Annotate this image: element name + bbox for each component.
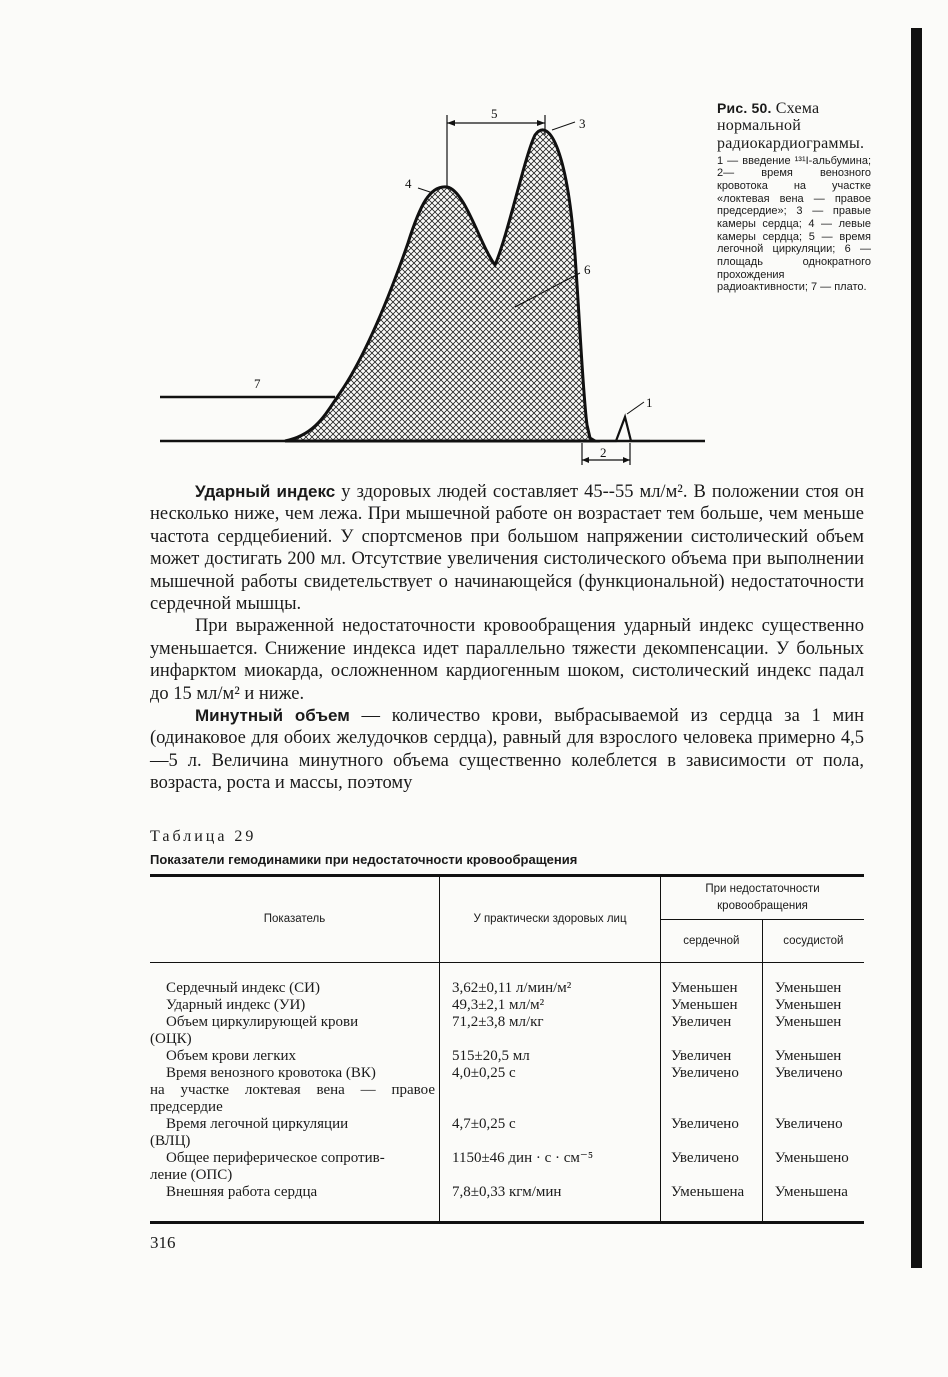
figure-caption	[717, 100, 871, 294]
paragraph-insufficiency	[150, 615, 864, 705]
parameter-line-1: Время венозного кровотока (ВК)	[166, 1065, 376, 1081]
paragraph-minute-volume	[150, 705, 864, 795]
page-edge-bar	[911, 28, 922, 1268]
term-stroke-index: Ударный индекс	[195, 482, 336, 501]
figure-label-3: 3	[579, 116, 586, 131]
injection-peak	[595, 417, 650, 441]
figure-label-5: 5	[491, 106, 498, 121]
cell-parameter	[150, 997, 440, 1014]
cell-healthy: 4,0±0,25 с	[440, 1065, 661, 1116]
cell-healthy: 49,3±2,1 мл/м²	[440, 997, 661, 1014]
table-row	[150, 1014, 864, 1048]
figure-label-1: 1	[646, 395, 653, 410]
cell-parameter	[150, 1184, 440, 1223]
parameter-line-1: Общее периферическое сопротив-	[166, 1150, 385, 1166]
table-row	[150, 1065, 864, 1116]
header-vascular: сосудистой	[762, 920, 864, 963]
cell-vascular: Уменьшено	[774, 1150, 849, 1166]
body-text	[150, 481, 864, 795]
paragraph-text: — количество крови, выбрасываемой из сердца за 1 мин (одинаковое для обоих желудочков сердца), равный для взрослого человека примерно 4,5—5 л. Величина минутного объема существенно колеблется в зависимости от пола, возраста, роста и массы, поэтому	[150, 706, 865, 794]
caption-heading	[717, 100, 871, 152]
cell-cardiac: Уменьшен	[661, 997, 763, 1014]
cell-vascular: Увеличено	[774, 1065, 843, 1081]
parameter-line-1: Сердечный индекс (СИ)	[166, 980, 320, 996]
header-parameter: Показатель	[150, 876, 440, 963]
term-minute-volume: Минутный объем	[195, 706, 350, 726]
caption-title: Схема нормальной радиокардиограммы.	[717, 100, 865, 152]
figure-label-2: 2	[600, 445, 607, 460]
cell-vascular: Уменьшен	[774, 997, 842, 1013]
parameter-line-1: Объем крови легких	[166, 1048, 297, 1064]
parameter-line-2: (ВЛЦ)	[150, 1133, 191, 1149]
table-title: Показатели гемодинамики при недостаточности кровообращения	[150, 852, 578, 867]
cell-vascular: Увеличено	[774, 1116, 843, 1132]
paragraph-stroke-index	[150, 481, 864, 615]
cell-healthy: 3,62±0,11 л/мин/м²	[440, 963, 661, 998]
curve-area	[285, 130, 595, 441]
parameter-line-1: Ударный индекс (УИ)	[166, 997, 306, 1013]
cell-cardiac: Увеличено	[661, 1065, 763, 1116]
cell-cardiac: Увеличен	[661, 1014, 763, 1048]
hemodynamics-table	[150, 874, 864, 1224]
cell-parameter	[150, 1150, 440, 1184]
parameter-line-2: ление (ОПС)	[150, 1167, 233, 1183]
parameter-line-2: (ОЦК)	[150, 1031, 192, 1047]
table-row	[150, 1048, 864, 1065]
table-row	[150, 997, 864, 1014]
radiocardiogram-figure	[150, 95, 720, 475]
header-insufficiency: При недостаточности кровообращения	[661, 876, 865, 920]
cell-parameter	[150, 1065, 440, 1116]
figure-label-7: 7	[254, 376, 261, 391]
cell-parameter	[150, 963, 440, 998]
table-row	[150, 963, 864, 998]
cell-healthy: 7,8±0,33 кгм/мин	[440, 1184, 661, 1223]
parameter-line-1: Внешняя работа сердца	[166, 1184, 318, 1200]
caption-figure-number: Рис. 50.	[717, 100, 772, 116]
cell-healthy: 4,7±0,25 с	[440, 1116, 661, 1150]
cell-vascular: Уменьшен	[774, 1014, 842, 1030]
radiocardiogram-drawing	[150, 95, 720, 475]
figure-label-4: 4	[405, 176, 412, 191]
paragraph-text: у здоровых людей составляет 45--55 мл/м². В положении стоя он несколько ниже, чем лежа. При мышечной работе он возрастает тем больше, чем меньше частота сердцебиений. У спортсменов при большом напряжении систолический объем может достигать 200 мл. Отсутствие увеличения систолического объема при выполнении мышечной работы свидетельствует о начинающейся (функциональной) недостаточности сердечной мышцы.	[150, 482, 864, 615]
cell-cardiac: Уменьшена	[661, 1184, 763, 1223]
table-row	[150, 1184, 864, 1223]
cell-healthy: 71,2±3,8 мл/кг	[440, 1014, 661, 1048]
table-number: Таблица 29	[150, 828, 257, 845]
cell-cardiac: Увеличено	[661, 1150, 763, 1184]
cell-parameter	[150, 1116, 440, 1150]
header-cardiac: сердечной	[661, 920, 763, 963]
cell-healthy: 515±20,5 мл	[440, 1048, 661, 1065]
parameter-line-1: Время легочной циркуляции	[166, 1116, 349, 1132]
paragraph-text: При выраженной недостаточности кровообращения ударный индекс существенно уменьшается. Снижение индекса идет параллельно тяжести декомпенсации. У больных инфарктом миокарда, осложненном кардиогенным шоком, систолический индекс падал до 15 мл/м² и ниже.	[150, 616, 864, 704]
cell-vascular: Уменьшена	[762, 1184, 864, 1223]
cell-cardiac: Увеличен	[661, 1048, 763, 1065]
header-healthy: У практически здоровых лиц	[440, 876, 661, 963]
cell-cardiac: Уменьшен	[661, 963, 763, 998]
cell-vascular: Уменьшен	[774, 1048, 842, 1064]
figure-label-6: 6	[584, 262, 591, 277]
parameter-line-1: Объем циркулирующей крови	[166, 1014, 359, 1030]
table-row	[150, 1150, 864, 1184]
page-number: 316	[150, 1233, 176, 1252]
cell-cardiac: Увеличено	[661, 1116, 763, 1150]
cell-healthy: 1150±46 дин · с · см⁻⁵	[440, 1150, 661, 1184]
cell-parameter	[150, 1048, 440, 1065]
table-row	[150, 1116, 864, 1150]
cell-parameter	[150, 1014, 440, 1048]
cell-vascular: Уменьшен	[774, 980, 842, 996]
parameter-line-2: на участке локтевая вена — правое предсердие	[150, 1082, 435, 1115]
caption-legend: 1 — введение ¹³¹I-альбумина; 2— время венозного кровотока на участке «локтевая вена — правое предсердие»; 3 — правые камеры сердца; 4 — левые камеры сердца; 5 — время легочной циркуляции; 6 — площадь однократного прохождения радиоактивности; 7 — плато.	[717, 154, 871, 294]
